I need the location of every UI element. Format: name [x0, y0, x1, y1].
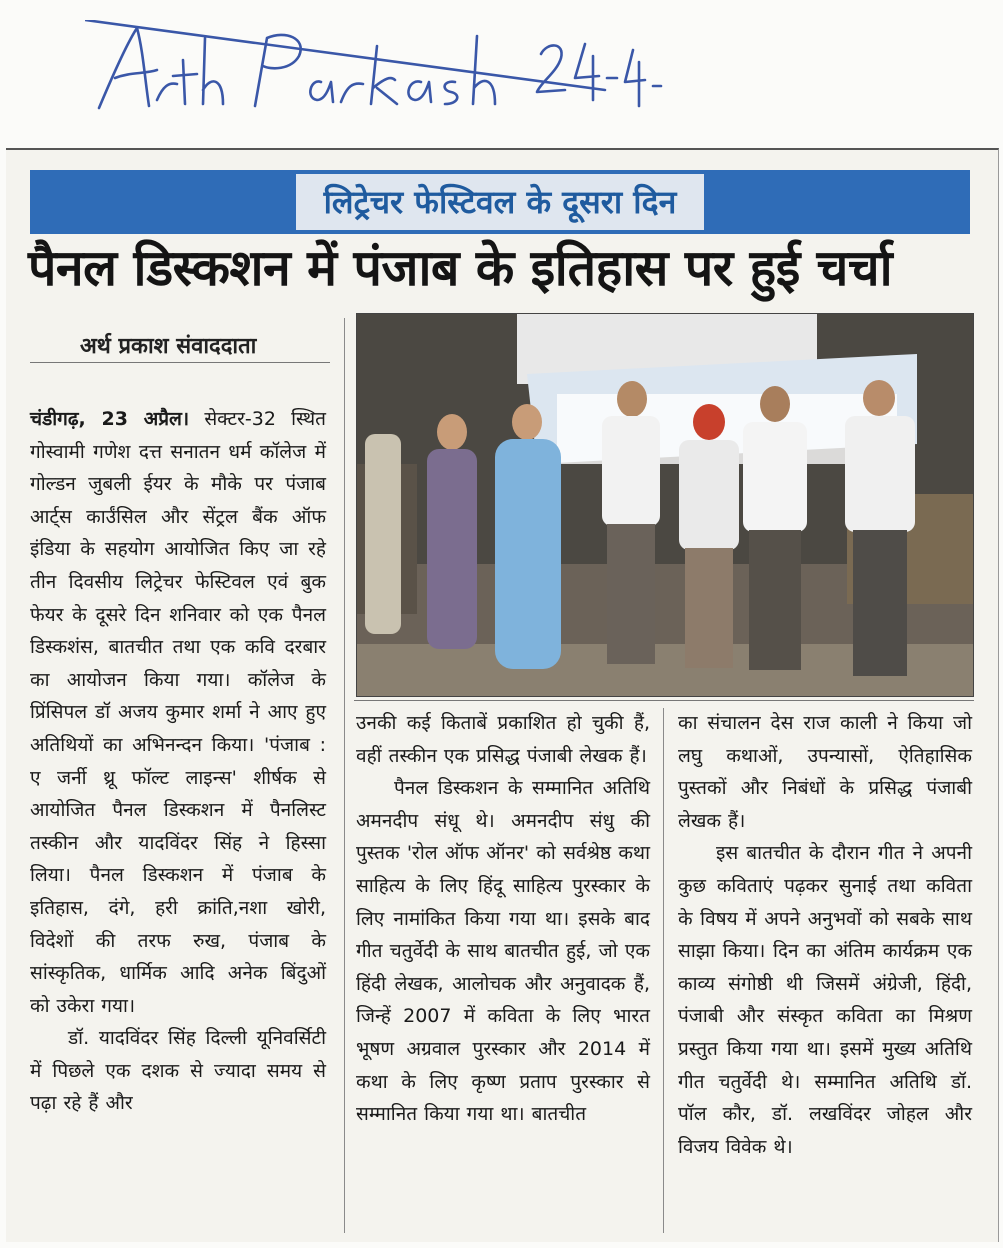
column-rule — [344, 318, 345, 1233]
article-column-3 — [678, 707, 972, 1163]
photo-illustration — [357, 314, 973, 696]
article-paragraph: इस बातचीत के दौरान गीत ने अपनी कुछ कविताएं पढ़कर सुनाई तथा कविता के विषय में अपने अनुभवों को सबके साथ साझा किया। दिन का अंतिम कार्यक्रम एक काव्य संगोष्ठी थी जिसमें अंग्रेजी, हिंदी, पंजाबी और संस्कृत कविता का मिश्रण प्रस्तुत किया गया था। इसमें मुख्य अतिथि गीत चतुर्वेदी थे। सम्मानित अतिथि डॉ. पॉल कौर, डॉ. लखविंदर जोहल और विजय विवेक थे। — [678, 842, 972, 1158]
headline: पैनल डिस्कशन में पंजाब के इतिहास पर हुई चर्चा — [28, 239, 893, 297]
column-rule — [663, 708, 664, 1233]
article-paragraph: का संचालन देस राज काली ने किया जो लघु कथाओं, उपन्यासों, ऐतिहासिक पुस्तकों और निबंधों के प्रसिद्ध पंजाबी लेखक हैं। — [678, 712, 972, 832]
article-paragraph: पैनल डिस्कशन के सम्मानित अतिथि अमनदीप संधू थे। अमनदीप संधु की पुस्तक 'रोल ऑफ ऑनर' को सर्वश्रेष्ठ कथा साहित्य के लिए हिंदू साहित्य पुरस्कार के लिए नामांकित किया गया था। इसके बाद गीत चतुर्वेदी के साथ बातचीत हुई, जो एक हिंदी लेखक, आलोचक और अनुवादक हैं, जिन्हें 2007 में कविता के लिए भारत भूषण अग्रवाल पुरस्कार और 2014 में कथा के लिए कृष्ण प्रताप पुरस्कार से सम्मानित किया गया था। बातचीत — [356, 777, 650, 1126]
kicker-banner — [30, 170, 970, 234]
event-photo — [356, 313, 974, 697]
kicker-text: लिट्रेचर फेस्टिवल के दूसरा दिन — [296, 174, 705, 230]
byline: अर्थ प्रकाश संवाददाता — [80, 334, 257, 359]
article-paragraph: उनकी कई किताबें प्रकाशित हो चुकी हैं, वहीं तस्कीन एक प्रसिद्ध पंजाबी लेखक हैं। — [356, 712, 650, 767]
dateline: चंडीगढ़, 23 अप्रैल। — [30, 408, 190, 430]
article-column-2 — [356, 707, 650, 1131]
photo-rule — [354, 700, 974, 701]
handwritten-note — [85, 20, 665, 115]
article-paragraph: डॉ. यादविंदर सिंह दिल्ली यूनिवर्सिटी में पिछले एक दशक से ज्यादा समय से पढ़ा रहे हैं और — [30, 1027, 326, 1115]
article-paragraph — [30, 403, 326, 1022]
article-column-1 — [30, 403, 326, 1120]
paragraph-text: सेक्टर-32 स्थित गोस्वामी गणेश दत्त सनातन धर्म कॉलेज में गोल्डन जुबली ईयर के मौके पर पंजाब आर्ट्स कार्उंसिल और सेंट्रल बैंक ऑफ इंडिया के सहयोग आयोजित किए जा रहे तीन दिवसीय लिट्रेचर फेस्टिवल एवं बुक फेयर के दूसरे दिन शनिवार को एक पैनल डिस्कशंस, बातचीत तथा एक कवि दरबार का आयोजन किया गया। कॉलेज के प्रिंसिपल डॉ अजय कुमार शर्मा ने आए हुए अतिथियों का अभिनन्दन किया। 'पंजाब : ए जर्नी थ्रू फॉल्ट लाइन्स' शीर्षक से आयोजित पैनल डिस्कशन में पैनलिस्ट तस्कीन और यादविंदर सिंह ने हिस्सा लिया। पैनल डिस्कशन में पंजाब के इतिहास, दंगे, हरी क्रांति,नशा खोरी, विदेशों की तरफ रुख, पंजाब के सांस्कृतिक, धार्मिक आदि अनेक बिंदुओं को उकेरा गया। — [30, 408, 326, 1017]
handwriting-signature — [85, 20, 665, 115]
byline-rule — [30, 362, 330, 363]
